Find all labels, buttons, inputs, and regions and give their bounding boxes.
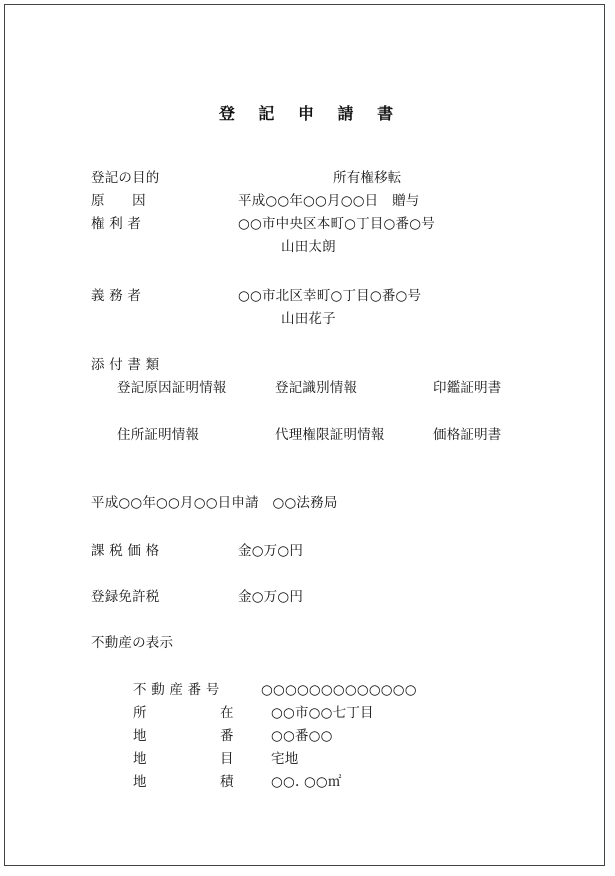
property-label: 不動産の表示 (91, 635, 174, 651)
cause-value: 平成○○年○○月○○日 贈与 (238, 193, 420, 209)
lot-number-value: ○○番○○ (271, 728, 333, 744)
attachment-item: 価格証明書 (433, 427, 502, 443)
registration-tax-value: 金○万○円 (238, 589, 304, 605)
land-category-value: 宅地 (271, 751, 299, 767)
attachments-label: 添 付 書 類 (91, 357, 160, 373)
right-holder-name: 山田太朗 (281, 239, 336, 255)
property-number-label: 不 動 産 番 号 (133, 682, 220, 698)
land-area-label-end: 積 (220, 774, 234, 790)
land-category-label-start: 地 (133, 751, 147, 767)
tax-base-value: 金○万○円 (238, 543, 304, 559)
obligor-label: 義 務 者 (91, 288, 142, 304)
purpose-label: 登記の目的 (91, 170, 160, 186)
attachment-item: 印鑑証明書 (433, 380, 502, 396)
document-title: 登 記 申 請 書 (218, 104, 403, 123)
lot-number-label-start: 地 (133, 728, 147, 744)
right-holder-label: 権 利 者 (91, 216, 142, 232)
location-value: ○○市○○七丁目 (271, 705, 374, 721)
obligor-name: 山田花子 (281, 311, 336, 327)
obligor-address: ○○市北区幸町○丁目○番○号 (238, 288, 422, 304)
location-label-start: 所 (133, 705, 147, 721)
location-label-end: 在 (220, 705, 234, 721)
attachment-item: 住所証明情報 (117, 427, 200, 443)
tax-base-label: 課 税 価 格 (91, 543, 160, 559)
land-area-value: ○○. ○○㎡ (271, 774, 342, 790)
property-number-value: ○○○○○○○○○○○○○ (261, 682, 417, 698)
attachment-item: 登記識別情報 (275, 380, 358, 396)
application-line: 平成○○年○○月○○日申請 ○○法務局 (91, 495, 338, 511)
cause-label: 原 因 (91, 193, 146, 209)
lot-number-label-end: 番 (220, 728, 234, 744)
right-holder-address: ○○市中央区本町○丁目○番○号 (238, 216, 435, 232)
purpose-value: 所有権移転 (333, 170, 402, 186)
registration-tax-label: 登録免許税 (91, 589, 160, 605)
land-area-label-start: 地 (133, 774, 147, 790)
document-page (4, 4, 605, 866)
land-category-label-end: 目 (220, 751, 234, 767)
attachment-item: 代理権限証明情報 (275, 427, 385, 443)
attachment-item: 登記原因証明情報 (117, 380, 227, 396)
